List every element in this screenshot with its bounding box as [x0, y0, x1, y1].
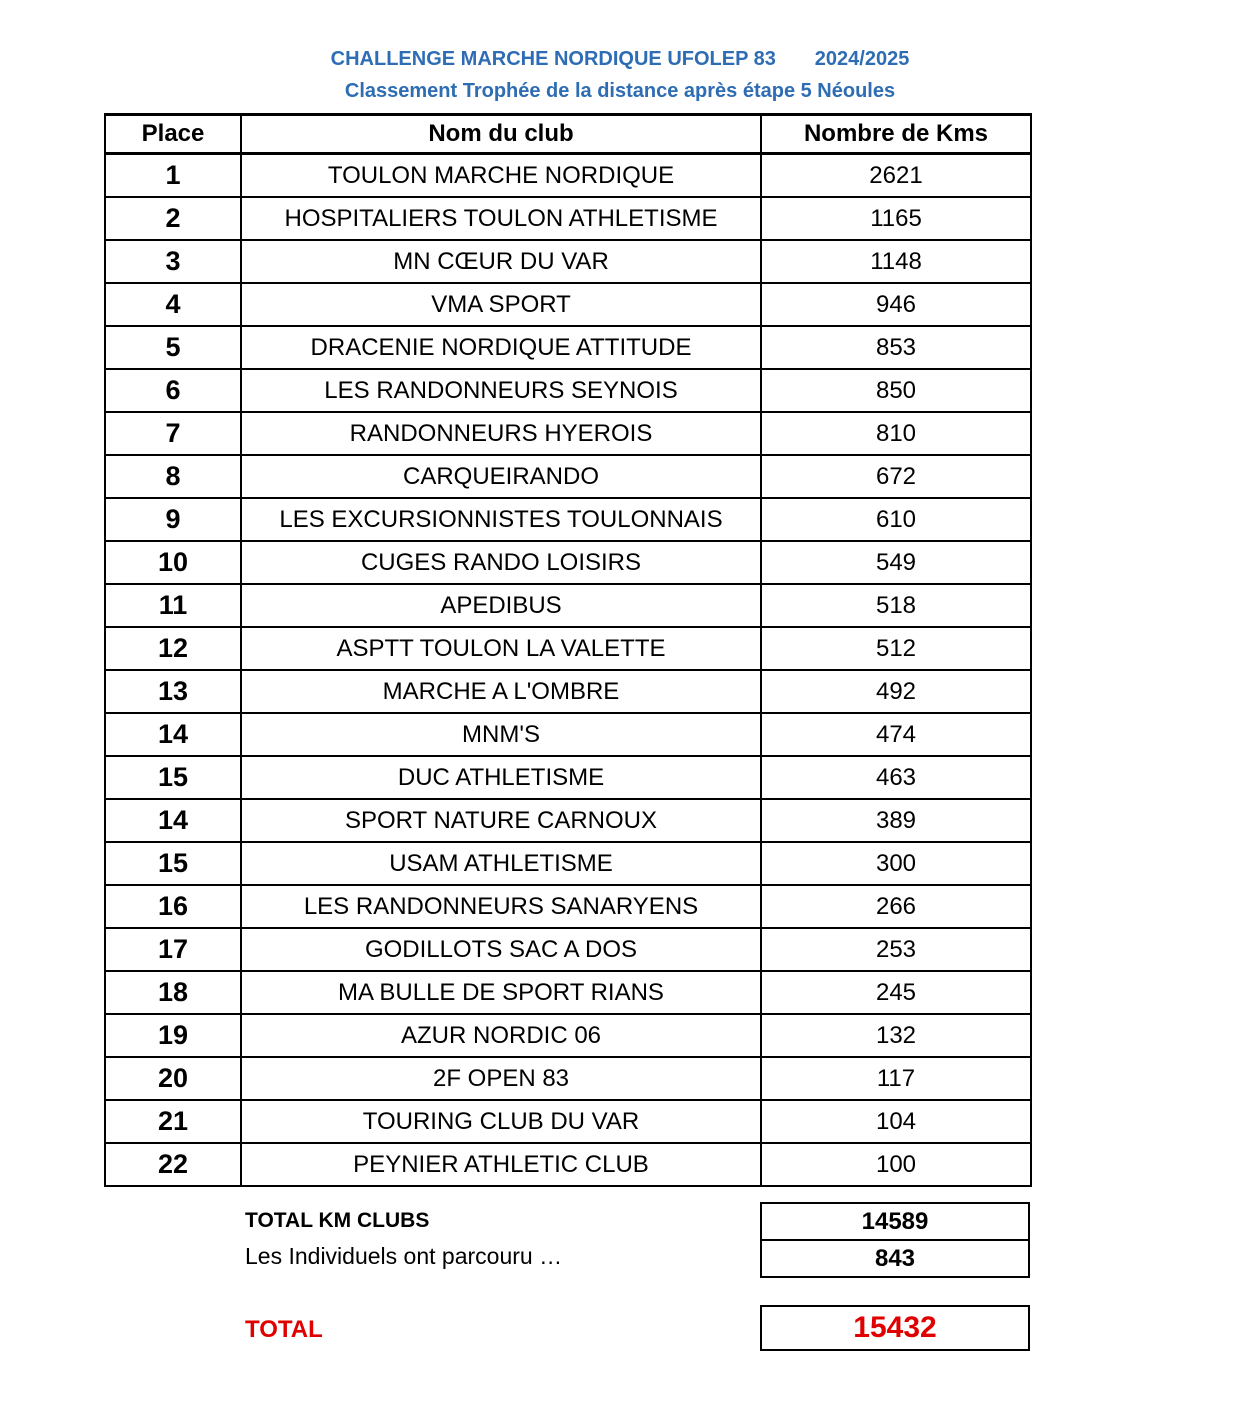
place-cell: 14 — [105, 713, 241, 756]
total-clubs-label: TOTAL KM CLUBS — [245, 1209, 430, 1232]
kms-cell: 117 — [761, 1057, 1031, 1100]
table-row — [105, 713, 1031, 756]
kms-cell: 389 — [761, 799, 1031, 842]
individuals-value: 843 — [760, 1239, 1030, 1278]
club-name-cell: TOURING CLUB DU VAR — [241, 1100, 761, 1143]
kms-cell: 850 — [761, 369, 1031, 412]
table-row — [105, 369, 1031, 412]
table-row — [105, 1057, 1031, 1100]
club-name-cell: LES RANDONNEURS SANARYENS — [241, 885, 761, 928]
club-name-cell: USAM ATHLETISME — [241, 842, 761, 885]
kms-cell: 2621 — [761, 154, 1031, 198]
club-name-cell: ASPTT TOULON LA VALETTE — [241, 627, 761, 670]
place-cell: 22 — [105, 1143, 241, 1186]
kms-cell: 810 — [761, 412, 1031, 455]
table-row — [105, 1143, 1031, 1186]
place-cell: 7 — [105, 412, 241, 455]
place-cell: 4 — [105, 283, 241, 326]
individuals-label: Les Individuels ont parcouru … — [245, 1243, 563, 1269]
table-row — [105, 584, 1031, 627]
kms-cell: 132 — [761, 1014, 1031, 1057]
table-body — [105, 154, 1031, 1187]
table-row — [105, 240, 1031, 283]
table-row — [105, 326, 1031, 369]
club-name-cell: GODILLOTS SAC A DOS — [241, 928, 761, 971]
kms-cell: 1148 — [761, 240, 1031, 283]
club-name-cell: CARQUEIRANDO — [241, 455, 761, 498]
table-row — [105, 756, 1031, 799]
club-name-cell: PEYNIER ATHLETIC CLUB — [241, 1143, 761, 1186]
kms-cell: 610 — [761, 498, 1031, 541]
club-name-cell: MNM'S — [241, 713, 761, 756]
table-row — [105, 627, 1031, 670]
table-row — [105, 971, 1031, 1014]
place-cell: 15 — [105, 756, 241, 799]
table-header-row — [105, 115, 1031, 154]
kms-cell: 253 — [761, 928, 1031, 971]
table-row — [105, 842, 1031, 885]
kms-cell: 1165 — [761, 197, 1031, 240]
page-subtitle: Classement Trophée de la distance après étape 5 Néoules — [344, 80, 896, 102]
title-challenge: CHALLENGE MARCHE NORDIQUE UFOLEP 83 — [330, 48, 776, 70]
table-row — [105, 1014, 1031, 1057]
table-row — [105, 670, 1031, 713]
club-name-cell: SPORT NATURE CARNOUX — [241, 799, 761, 842]
club-name-cell: VMA SPORT — [241, 283, 761, 326]
club-name-cell: MA BULLE DE SPORT RIANS — [241, 971, 761, 1014]
kms-cell: 492 — [761, 670, 1031, 713]
kms-cell: 300 — [761, 842, 1031, 885]
table-row — [105, 154, 1031, 198]
place-cell: 11 — [105, 584, 241, 627]
place-cell: 20 — [105, 1057, 241, 1100]
club-name-cell: DUC ATHLETISME — [241, 756, 761, 799]
club-name-cell: 2F OPEN 83 — [241, 1057, 761, 1100]
club-name-cell: TOULON MARCHE NORDIQUE — [241, 154, 761, 198]
club-name-cell: HOSPITALIERS TOULON ATHLETISME — [241, 197, 761, 240]
place-cell: 2 — [105, 197, 241, 240]
column-header-club: Nom du club — [241, 115, 761, 154]
kms-cell: 104 — [761, 1100, 1031, 1143]
title-season: 2024/2025 — [814, 48, 910, 70]
page-title — [0, 48, 1240, 71]
place-cell: 18 — [105, 971, 241, 1014]
table-row — [105, 455, 1031, 498]
club-name-cell: LES RANDONNEURS SEYNOIS — [241, 369, 761, 412]
club-name-cell: MARCHE A L'OMBRE — [241, 670, 761, 713]
grand-total-label: TOTAL — [245, 1316, 323, 1343]
place-cell: 12 — [105, 627, 241, 670]
kms-cell: 100 — [761, 1143, 1031, 1186]
total-clubs-value: 14589 — [760, 1202, 1030, 1241]
column-header-place: Place — [105, 115, 241, 154]
table-row — [105, 197, 1031, 240]
place-cell: 13 — [105, 670, 241, 713]
ranking-table — [104, 113, 1032, 1187]
grand-total-value: 15432 — [760, 1305, 1030, 1351]
club-name-cell: DRACENIE NORDIQUE ATTITUDE — [241, 326, 761, 369]
club-name-cell: AZUR NORDIC 06 — [241, 1014, 761, 1057]
place-cell: 15 — [105, 842, 241, 885]
place-cell: 21 — [105, 1100, 241, 1143]
kms-cell: 266 — [761, 885, 1031, 928]
place-cell: 8 — [105, 455, 241, 498]
place-cell: 14 — [105, 799, 241, 842]
club-name-cell: RANDONNEURS HYEROIS — [241, 412, 761, 455]
place-cell: 1 — [105, 154, 241, 198]
kms-cell: 518 — [761, 584, 1031, 627]
column-header-kms: Nombre de Kms — [761, 115, 1031, 154]
place-cell: 6 — [105, 369, 241, 412]
club-name-cell: LES EXCURSIONNISTES TOULONNAIS — [241, 498, 761, 541]
table-row — [105, 412, 1031, 455]
place-cell: 3 — [105, 240, 241, 283]
kms-cell: 245 — [761, 971, 1031, 1014]
table-row — [105, 928, 1031, 971]
kms-cell: 672 — [761, 455, 1031, 498]
table-row — [105, 541, 1031, 584]
table-row — [105, 498, 1031, 541]
place-cell: 19 — [105, 1014, 241, 1057]
table-row — [105, 1100, 1031, 1143]
place-cell: 17 — [105, 928, 241, 971]
kms-cell: 549 — [761, 541, 1031, 584]
kms-cell: 512 — [761, 627, 1031, 670]
kms-cell: 463 — [761, 756, 1031, 799]
table-row — [105, 885, 1031, 928]
kms-cell: 474 — [761, 713, 1031, 756]
kms-cell: 946 — [761, 283, 1031, 326]
kms-cell: 853 — [761, 326, 1031, 369]
place-cell: 5 — [105, 326, 241, 369]
club-name-cell: MN CŒUR DU VAR — [241, 240, 761, 283]
club-name-cell: APEDIBUS — [241, 584, 761, 627]
place-cell: 9 — [105, 498, 241, 541]
place-cell: 16 — [105, 885, 241, 928]
place-cell: 10 — [105, 541, 241, 584]
club-name-cell: CUGES RANDO LOISIRS — [241, 541, 761, 584]
table-row — [105, 799, 1031, 842]
table-row — [105, 283, 1031, 326]
